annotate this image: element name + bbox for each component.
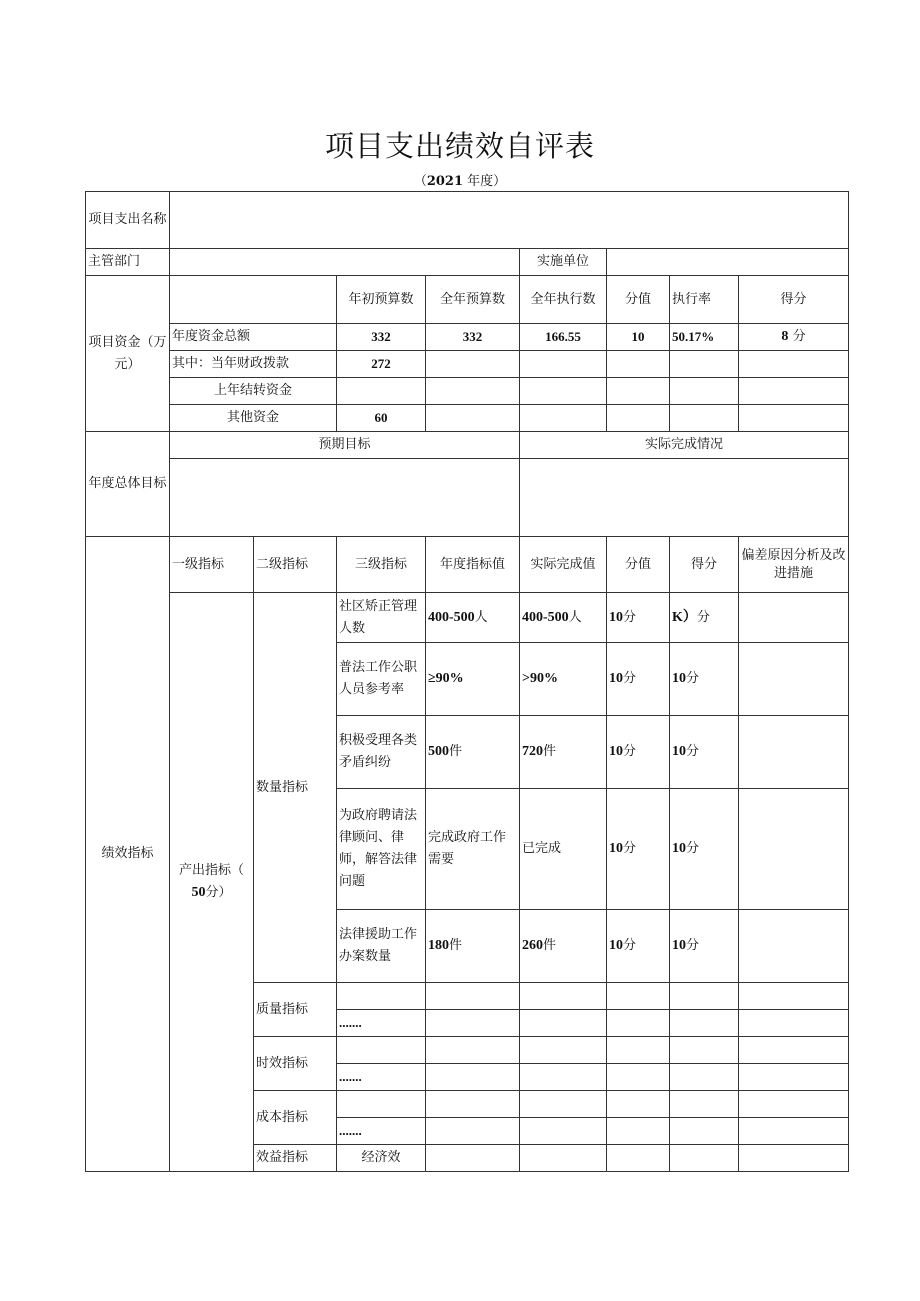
item-name: 普法工作公职人员参考率 <box>337 643 426 716</box>
page-title: 项目支出绩效自评表 <box>324 129 595 163</box>
goal-expected-value[interactable] <box>170 459 520 537</box>
implementing-unit-label: 实施单位 <box>520 249 607 276</box>
goal-body-row <box>86 459 849 537</box>
item-actual: 400-500人 <box>520 593 607 643</box>
header-annual-executed: 全年执行数 <box>520 276 607 324</box>
quantity-indicator-label: 数量指标 <box>254 593 337 983</box>
project-name-label: 项目支出名称 <box>86 192 170 249</box>
header-annual-budget: 全年预算数 <box>426 276 520 324</box>
project-name-row <box>86 192 849 249</box>
subtitle-suffix: 年度 <box>467 174 494 189</box>
implementing-unit-value[interactable] <box>607 249 849 276</box>
table-row <box>86 593 849 643</box>
header-execution-rate: 执行率 <box>670 276 739 324</box>
item-value: 10分 <box>607 643 670 716</box>
perf-header-row <box>86 537 849 593</box>
item-deviation[interactable] <box>739 789 849 910</box>
item-value: 10分 <box>607 789 670 910</box>
item-target: ≥90% <box>426 643 520 716</box>
perf-header-level1: 一级指标 <box>170 537 254 593</box>
project-name-value[interactable] <box>170 192 849 249</box>
item-deviation[interactable] <box>739 593 849 643</box>
item-actual: 720件 <box>520 716 607 789</box>
perf-header-actual: 实际完成值 <box>520 537 607 593</box>
item-name: 法律援助工作办案数量 <box>337 910 426 983</box>
department-value[interactable] <box>170 249 520 276</box>
item-deviation[interactable] <box>739 643 849 716</box>
goal-label: 年度总体目标 <box>86 432 170 537</box>
item-score: 10分 <box>670 643 739 716</box>
perf-header-score: 得分 <box>670 537 739 593</box>
output-indicator-label: 产出指标（ 50分） <box>170 593 254 1172</box>
goal-actual-label: 实际完成情况 <box>520 432 849 459</box>
perf-header-target: 年度指标值 <box>426 537 520 593</box>
evaluation-table <box>85 191 849 1172</box>
perf-header-deviation: 偏差原因分析及改进措施 <box>739 537 849 593</box>
item-value: 10分 <box>607 910 670 983</box>
item-deviation[interactable] <box>739 716 849 789</box>
funds-total-rate: 50.17% <box>670 324 739 351</box>
cost-ellipsis: ....... <box>337 1118 426 1145</box>
time-indicator-label: 时效指标 <box>254 1037 337 1091</box>
subtitle-year: 2021 <box>426 174 464 189</box>
item-name: 为政府聘请法律顾问、律师，解答法律问题 <box>337 789 426 910</box>
goal-actual-value[interactable] <box>520 459 849 537</box>
funds-total-row <box>86 324 849 351</box>
economic-indicator-label: 经济效 <box>337 1145 426 1172</box>
funds-fiscal-initial: 272 <box>337 351 426 378</box>
funds-corner <box>170 276 337 324</box>
funds-header-row <box>86 276 849 324</box>
item-score: 10分 <box>670 716 739 789</box>
perf-header-value: 分值 <box>607 537 670 593</box>
header-initial-budget: 年初预算数 <box>337 276 426 324</box>
funds-fiscal-row <box>86 351 849 378</box>
cost-indicator-label: 成本指标 <box>254 1091 337 1145</box>
item-value: 10分 <box>607 716 670 789</box>
item-score: K）分 <box>670 593 739 643</box>
funds-total-label: 年度资金总额 <box>170 324 337 351</box>
funds-total-executed: 166.55 <box>520 324 607 351</box>
header-score: 得分 <box>739 276 849 324</box>
funds-total-score: 8 分 <box>739 324 849 351</box>
benefit-indicator-label: 效益指标 <box>254 1145 337 1172</box>
item-value: 10分 <box>607 593 670 643</box>
item-target: 400-500人 <box>426 593 520 643</box>
department-label: 主管部门 <box>86 249 170 276</box>
funds-total-initial: 332 <box>337 324 426 351</box>
funds-other-row <box>86 405 849 432</box>
time-ellipsis: ....... <box>337 1064 426 1091</box>
quality-indicator-label: 质量指标 <box>254 983 337 1037</box>
item-deviation[interactable] <box>739 910 849 983</box>
item-score: 10分 <box>670 789 739 910</box>
perf-label: 绩效指标 <box>86 537 170 1172</box>
funds-other-label: 其他资金 <box>170 405 337 432</box>
item-name: 社区矫正管理人数 <box>337 593 426 643</box>
perf-header-level3: 三级指标 <box>337 537 426 593</box>
perf-header-level2: 二级指标 <box>254 537 337 593</box>
item-target: 180件 <box>426 910 520 983</box>
goal-expected-label: 预期目标 <box>170 432 520 459</box>
item-actual: 已完成 <box>520 789 607 910</box>
header-score-value: 分值 <box>607 276 670 324</box>
department-row <box>86 249 849 276</box>
funds-carryover-label: 上年结转资金 <box>170 378 337 405</box>
page-subtitle: （2021 年度） <box>413 174 507 189</box>
goal-header-row <box>86 432 849 459</box>
funds-fiscal-label: 其中：当年财政拨款 <box>170 351 337 378</box>
item-target: 完成政府工作需要 <box>426 789 520 910</box>
funds-total-annual: 332 <box>426 324 520 351</box>
item-score: 10分 <box>670 910 739 983</box>
item-target: 500件 <box>426 716 520 789</box>
quality-ellipsis: ....... <box>337 1010 426 1037</box>
item-actual: 260件 <box>520 910 607 983</box>
funds-other-initial: 60 <box>337 405 426 432</box>
funds-total-score-value: 10 <box>607 324 670 351</box>
funds-label: 项目资金（万元） <box>86 276 170 432</box>
item-actual: >90% <box>520 643 607 716</box>
funds-carryover-row <box>86 378 849 405</box>
item-name: 积极受理各类矛盾纠纷 <box>337 716 426 789</box>
